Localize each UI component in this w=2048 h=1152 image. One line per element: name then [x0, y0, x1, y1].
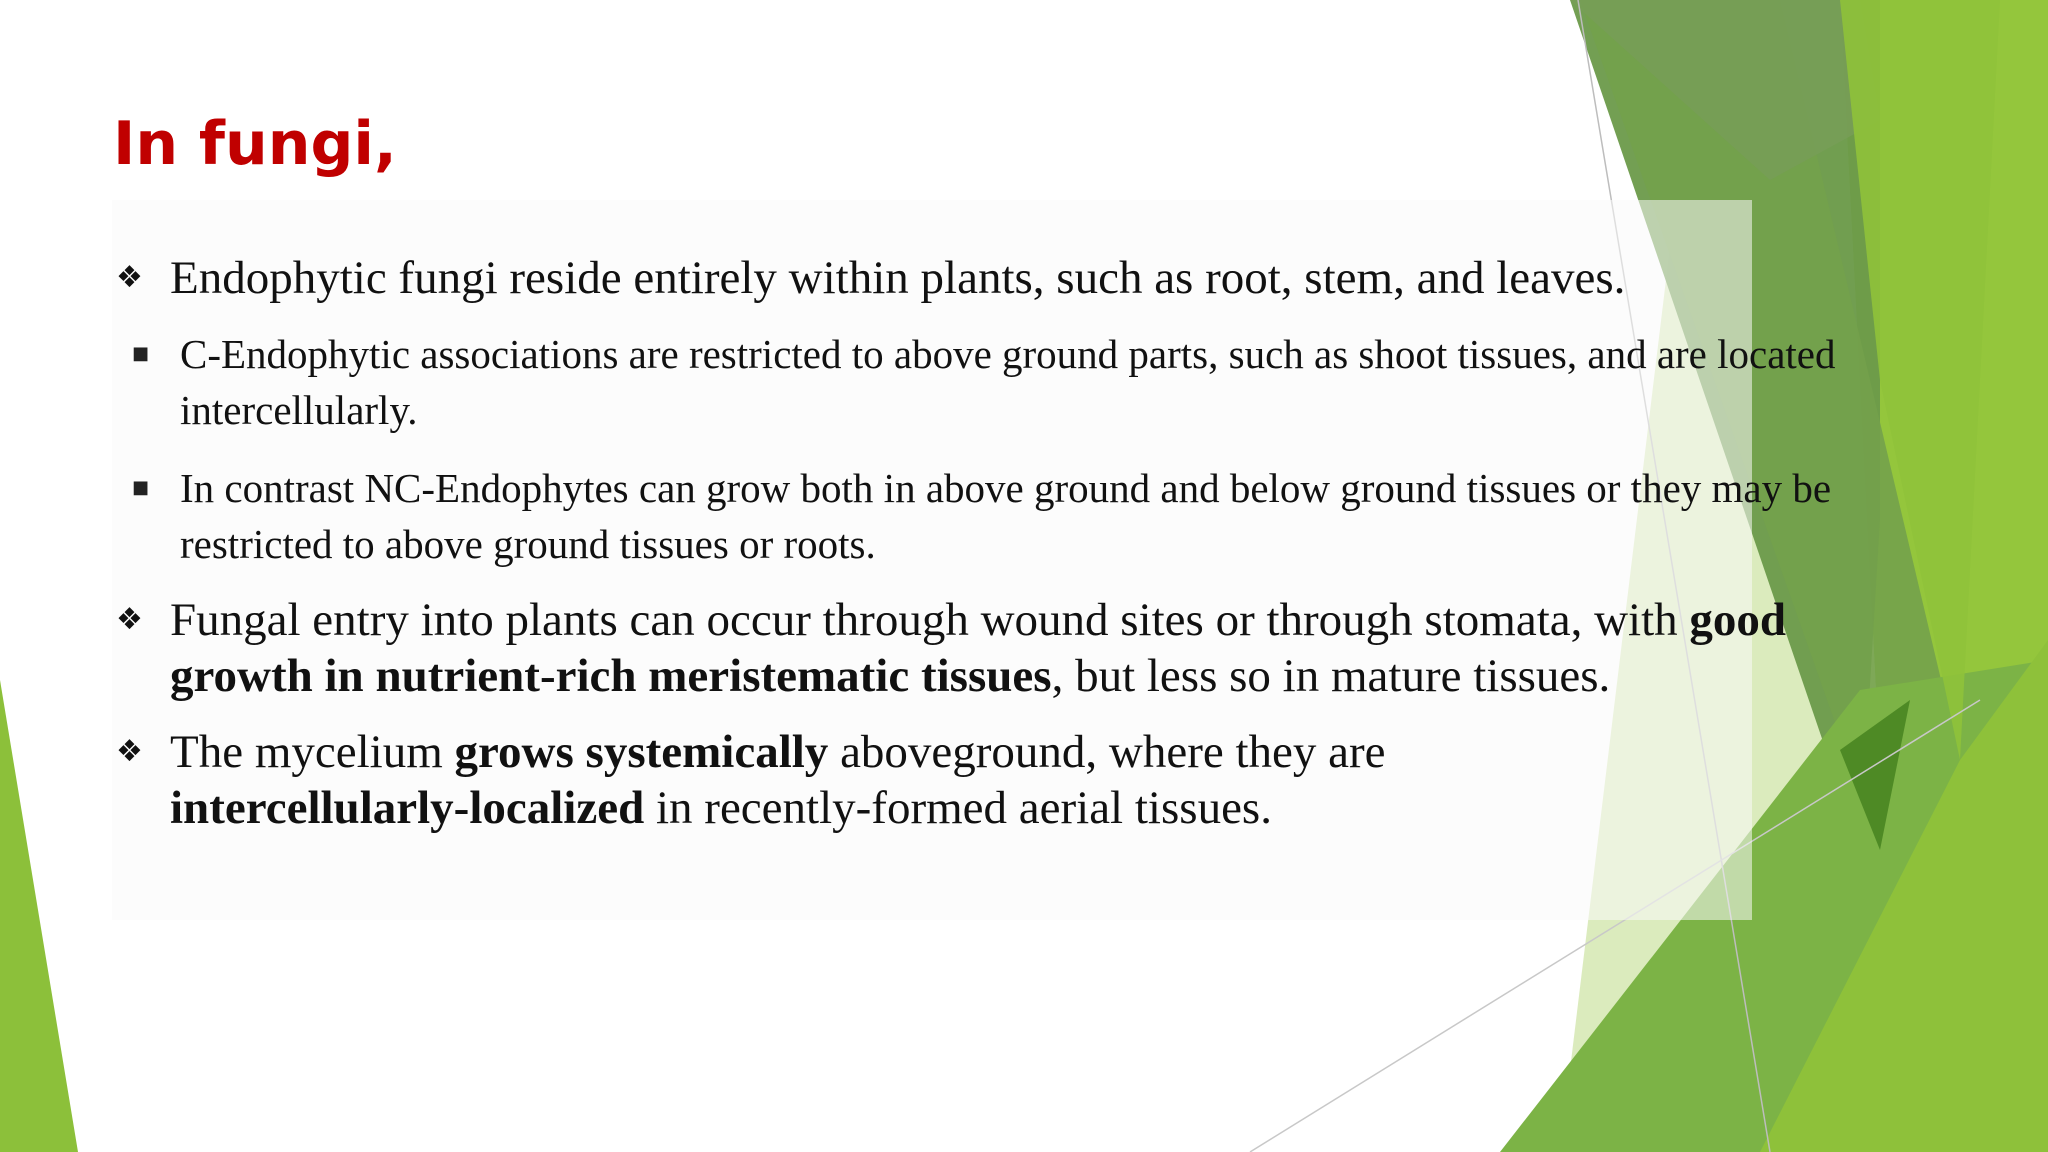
sub-bullet-list	[112, 326, 1872, 572]
bullet-text: aboveground, where they are	[828, 726, 1386, 778]
diamond-bullet-icon: ❖	[116, 602, 143, 637]
bullet-text: The mycelium	[170, 726, 455, 778]
square-bullet-icon: ■	[132, 343, 150, 364]
bullet-text: Fungal entry into plants can occur through wound sites or through stomata, with	[170, 594, 1690, 646]
slide-title: In fungi,	[113, 109, 397, 179]
bullet-text-bold: good growth in nutrient-rich meristematic tissues	[170, 594, 1787, 702]
bullet-text: Endophytic fungi reside entirely within plants, such as root, stem, and leaves.	[170, 252, 1626, 304]
bullet-text: in recently-formed aerial tissues.	[644, 782, 1272, 834]
bullet-item	[112, 250, 1872, 572]
square-bullet-icon: ■	[132, 477, 150, 498]
sub-bullet-text: In contrast NC-Endophytes can grow both in above ground and below ground tissues or they may be restricted to above ground tissues or roots.	[180, 465, 1832, 567]
slide-body	[112, 250, 1872, 856]
diamond-bullet-icon: ❖	[116, 260, 143, 295]
sub-bullet-item	[54, 460, 1872, 572]
sub-bullet-text: C-Endophytic associations are restricted to above ground parts, such as shoot tissues, and are located intercellularly.	[180, 331, 1836, 433]
bullet-text-bold: grows systemically	[454, 726, 829, 778]
bullet-item	[112, 592, 1850, 704]
diamond-bullet-icon: ❖	[116, 734, 143, 769]
bullet-item	[112, 724, 1630, 836]
bullet-text: , but less so in mature tissues.	[1051, 650, 1611, 702]
sub-bullet-item	[54, 326, 1872, 438]
left-green-shard	[0, 680, 78, 1152]
bullet-text-bold: intercellularly-localized	[170, 782, 645, 834]
